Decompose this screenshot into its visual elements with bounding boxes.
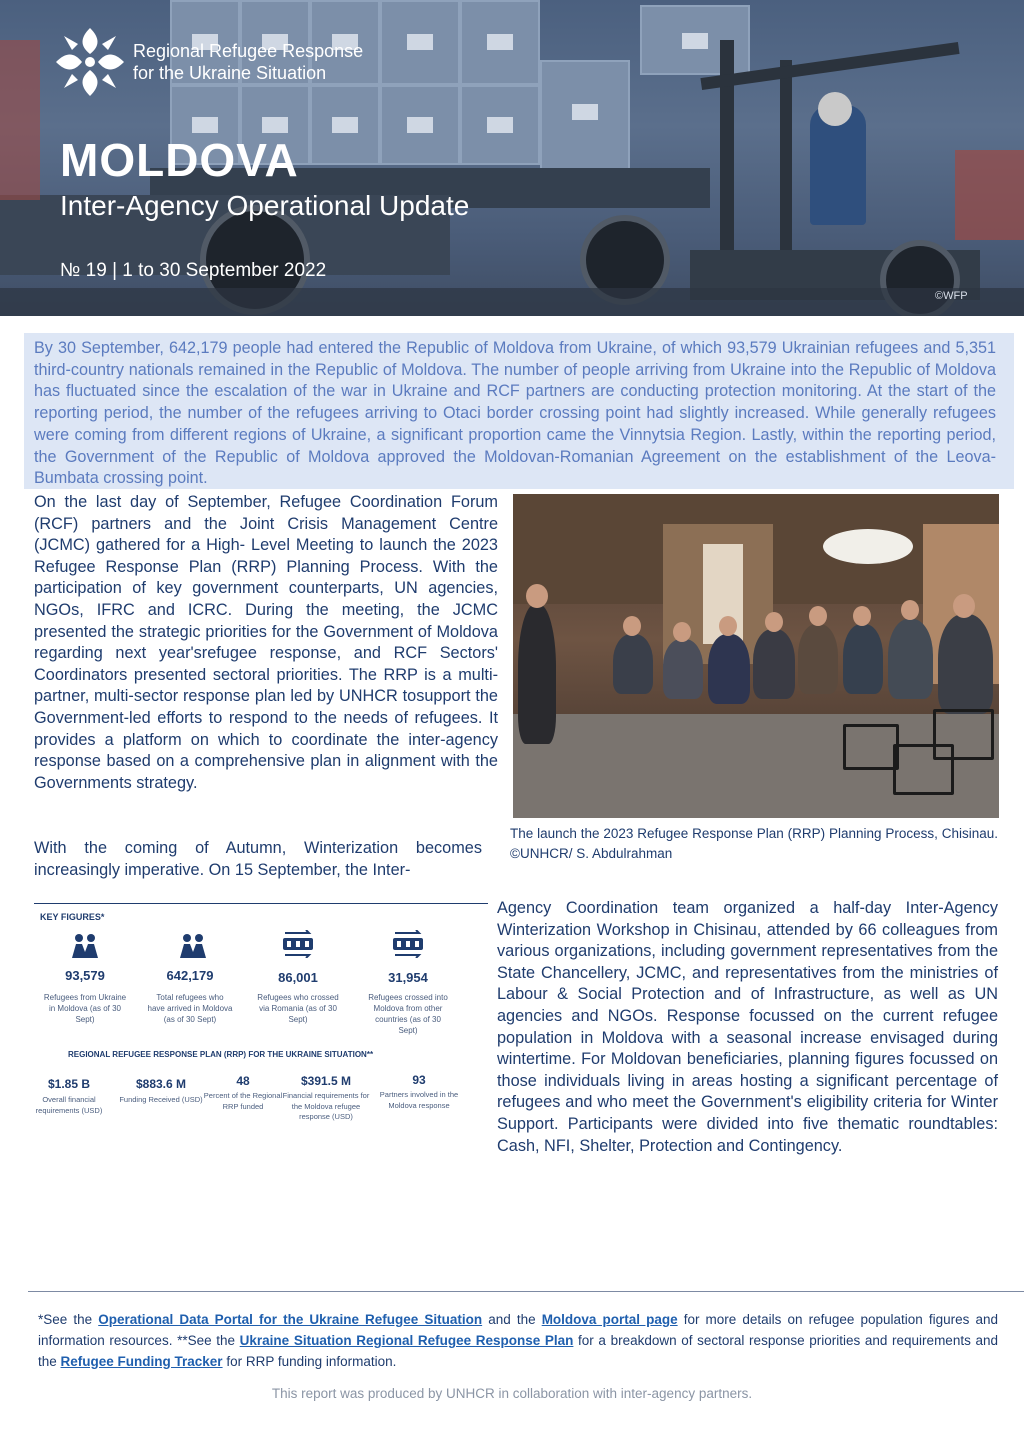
people-icon [176,932,210,960]
report-subtitle: Inter-Agency Operational Update [60,190,470,221]
rrp-value-moldova-requirements: $391.5 M [300,1074,352,1088]
footnote-text-3: for more details on refugee population figures and information resources. **See the [38,1312,998,1348]
rrp-value-funding-received: $883.6 M [135,1077,187,1091]
rrp-figures-title: REGIONAL REFUGEE RESPONSE PLAN (RRP) FOR THE UKRAINE SITUATION** [68,1050,374,1059]
people-icon [68,932,102,960]
summary-text: By 30 September, 642,179 people had entered the Republic of Moldova from Ukraine, of which 93,579 Ukrainian refugees and 5,351 third-country nationals remained in the Republic of Moldova. The number of people arriving from Ukraine into the Republic of Moldova has fluctuated since the escalation of the war in Ukraine and RCF partners are conducting protection monitoring. At the start of the reporting period, the number of the refugees arriving to Otaci border crossing point had slightly increased. While generally refugees were coming from different regions of Ukraine, a significant proportion came the Vinnytsia Region. Lastly, within the reporting period, the Government of the Republic of Moldova approved the Moldovan-Romanian Agreement on the establishment of the Leova-Bumbata crossing point. [34,339,996,488]
kf-desc-refugees-in-moldova: Refugees from Ukraine in Moldova (as of 30 Sept) [43,993,127,1024]
moldova-portal-link[interactable]: Moldova portal page [541,1312,678,1327]
kf-desc-total-arrivals: Total refugees who have arrived in Moldova (as of 30 Sept) [147,993,233,1024]
key-figures-title: KEY FIGURES* [40,912,105,922]
country-title: MOLDOVA [60,134,299,186]
unhcr-rrp-logo-icon [52,24,128,100]
border-crossing-icon [281,930,315,958]
footnote-text-5: for RRP funding information. [222,1354,397,1369]
kf-desc-crossed-other: Refugees crossed into Moldova from other countries (as of 30 Sept) [368,993,448,1035]
footnote-text-4: for a breakdown of sectoral response priorities and requirements and the [38,1333,998,1369]
produced-by-note: This report was produced by UNHCR in collaboration with inter-agency partners. [271,1386,753,1401]
header-photo-credit: ©WFP [935,290,968,302]
refugee-funding-tracker-link[interactable]: Refugee Funding Tracker [60,1354,223,1369]
kf-value-total-arrivals: 642,179 [166,968,214,983]
kf-desc-crossed-romania: Refugees who crossed via Romania (as of 30 Sept) [257,993,339,1024]
rrp-value-requirements: $1.85 B [47,1077,91,1091]
winterization-paragraph: Agency Coordination team organized a half-day Inter-Agency Winterization Workshop in Chisinau, attended by 66 colleagues from various organizations, including government representatives from the State Chancellery, JCMC, and representatives from the ministries of Labour & Social Protection and of Infrastructure, as well as UN agencies and NGOs. Response focussed on the current refugee population in Moldova with a seasonal increase envisaged during wintertime. For Moldovan beneficiaries, planning figures focussed on those individuals living in areas hosting a significant percentage of refugees and who meet the Government's eligibility criteria for Winter Support. Participants were divided into five thematic roundtables: Cash, NFI, Shelter, Protection and Contingency. [497,899,998,1155]
footnote-text-1: *See the [38,1312,99,1327]
winterization-paragraph-start: With the coming of Autumn, Winterization becomes increasingly imperative. On 15 September, the Inter- [34,839,482,879]
operational-data-portal-link[interactable]: Operational Data Portal for the Ukraine Refugee Situation [98,1312,483,1327]
border-crossing-icon [391,930,425,958]
footnote-rule [28,1291,1024,1292]
rrp-desc-moldova-requirements: Financial requirements for the Moldova refugee response (USD) [282,1091,370,1121]
rrp-value-percent-funded: 48 [236,1074,250,1088]
rrp-desc-funding-received: Funding Received (USD) [119,1095,203,1104]
header-banner [0,0,1024,316]
rrp-desc-partners: Partners involved in the Moldova response [379,1090,459,1110]
rrp-desc-requirements: Overall financial requirements (USD) [35,1095,103,1115]
rrp-value-partners: 93 [412,1073,426,1087]
kf-value-refugees-in-moldova: 93,579 [65,968,105,983]
photo-caption: The launch the 2023 Refugee Response Plan (RRP) Planning Process, Chisinau. ©UNHCR/ S. Abdulrahman [510,826,998,861]
kf-value-crossed-other: 31,954 [388,970,428,985]
footnote [38,1309,998,1372]
rrp-launch-paragraph: On the last day of September, Refugee Coordination Forum (RCF) partners and the Joint Crisis Management Centre (JCMC) gathered for a High- Level Meeting to launch the 2023 Refugee Response Plan (RRP) Planning Process. With the participation of key government counterparts, UN agencies, NGOs, IFRC and ICRC. During the meeting, the JCMC presented the strategic priorities for the Government of Moldova regarding next year'srefugee response, and RCF Sectors' Coordinators presented sectoral priorities. The RRP is a multi-partner, multi-sector response plan led by UNHCR tosupport the Government-led efforts to respond to the needs of refugees. It provides a platform on which to coordinate the inter-agency response based on a comprehensive plan in alignment with the Governments strategy. [34,493,498,792]
org-name-line1: Regional Refugee Response [133,41,364,61]
rrp-desc-percent-funded: Percent of the Regional RRP funded [203,1091,283,1111]
footnote-text-2: and the [482,1312,542,1327]
issue-date: № 19 | 1 to 30 September 2022 [60,260,327,281]
regional-rrp-link[interactable]: Ukraine Situation Regional Refugee Response Plan [239,1333,574,1348]
org-name-line2: for the Ukraine Situation [133,63,327,83]
meeting-photo [513,494,999,818]
kf-value-crossed-romania: 86,001 [278,970,318,985]
key-figures-rule [34,903,488,904]
